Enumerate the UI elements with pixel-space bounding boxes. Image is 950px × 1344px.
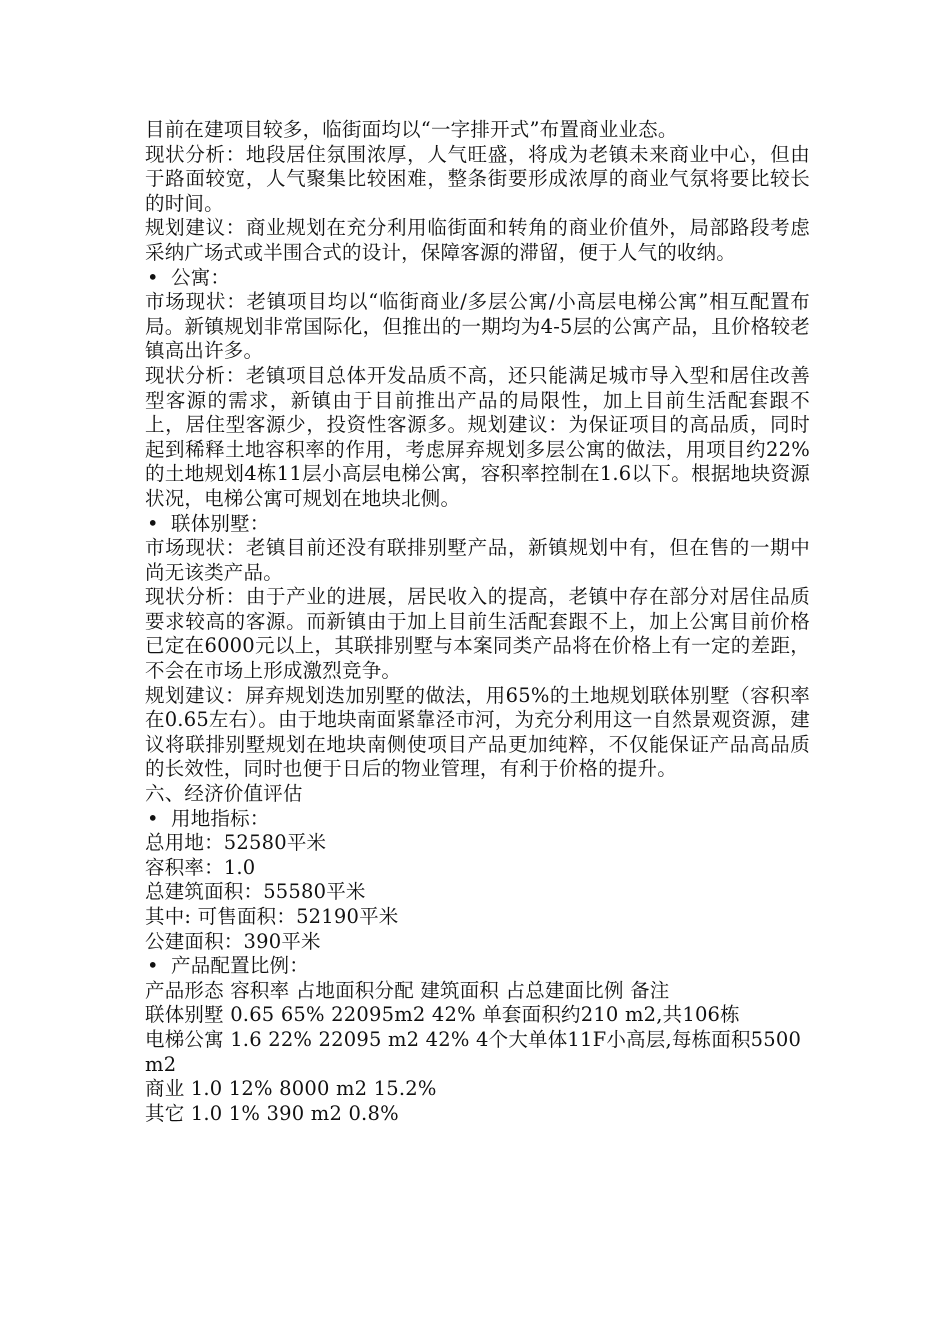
line-total-floor-area: 总建筑面积：55580平米: [145, 880, 366, 904]
document-body: [145, 118, 810, 1126]
bullet-townhouse: • 联体别墅：: [145, 512, 810, 537]
bullet-product-ratio: • 产品配置比例：: [145, 954, 810, 979]
table-header-row: 产品形态 容积率 占地面积分配 建筑面积 占总建面比例 备注: [145, 978, 670, 1002]
line-total-land: 总用地：52580平米: [145, 831, 327, 855]
line-saleable-area: 其中: 可售面积：52190平米: [145, 905, 399, 928]
paragraph-commercial-suggestion: 规划建议：商业规划在充分利用临街面和转角的商业价值外，局部路段考虑采纳广场式或半围合式的设计，保障客源的滞留，便于人气的收纳。: [145, 216, 810, 264]
paragraph-apartment-market: 市场现状：老镇项目均以“临街商业/多层公寓/小高层电梯公寓”相互配置布局。新镇规划非常国际化，但推出的一期均为4-5层的公寓产品，且价格较老镇高出许多。: [145, 290, 810, 363]
table-row-commercial: 商业 1.0 12% 8000 m2 15.2%: [145, 1077, 437, 1101]
paragraph-townhouse-market: 市场现状：老镇目前还没有联排别墅产品，新镇规划中有，但在售的一期中尚无该类产品。: [145, 536, 810, 584]
line-plot-ratio: 容积率：1.0: [145, 855, 256, 879]
paragraph-apartment-analysis: 现状分析：老镇项目总体开发品质不高，还只能满足城市导入型和居住改善型客源的需求，新镇由于目前推出产品的局限性，加上目前生活配套跟不上，居住型客源少，投资性客源多。规划建议：为保证项目的高品质，同时起到稀释土地容积率的作用，考虑屏弃规划多层公寓的做法，用项目约22%的土地规划4栋11层小高层电梯公寓，容积率控制在1.6以下。根据地块资源状况，电梯公寓可规划在地块北侧。: [145, 363, 810, 510]
table-row-other: 其它 1.0 1% 390 m2 0.8%: [145, 1101, 399, 1125]
paragraph-current-projects: 目前在建项目较多，临街面均以“一字排开式”布置商业业态。: [145, 118, 678, 141]
paragraph-townhouse-suggestion: 规划建议：屏弃规划迭加别墅的做法，用65%的土地规划联体别墅（容积率在0.65左右）。由于地块南面紧靠泾市河，为充分利用这一自然景观资源，建议将联排别墅规划在地块南侧使项目产品更加纯粹，不仅能保证产品高品质的长效性，同时也便于日后的物业管理，有利于价格的提升。: [145, 683, 810, 781]
table-row-townhouse: 联体别墅 0.65 65% 22095m2 42% 单套面积约210 m2,共106栋: [145, 1003, 740, 1027]
section-heading-economic-value: 六、经济价值评估: [145, 782, 303, 806]
line-public-area: 公建面积：390平米: [145, 929, 321, 953]
bullet-apartment: • 公寓：: [145, 266, 810, 291]
bullet-land-indicators: • 用地指标：: [145, 807, 810, 832]
paragraph-townhouse-analysis: 现状分析：由于产业的进展，居民收入的提高，老镇中存在部分对居住品质要求较高的客源。而新镇由于加上目前生活配套跟不上，加上公寓目前价格已定在6000元以上，其联排别墅与本案同类产品将在价格上有一定的差距，不会在市场上形成激烈竞争。: [145, 585, 810, 683]
table-row-elevator-apartment: 电梯公寓 1.6 22% 22095 m2 42% 4个大单体11F小高层,每栋面积5500 m2: [145, 1027, 802, 1076]
paragraph-commercial-analysis: 现状分析：地段居住氛围浓厚，人气旺盛，将成为老镇未来商业中心，但由于路面较宽，人气聚集比较困难，整条街要形成浓厚的商业气氛将要比较长的时间。: [145, 142, 810, 215]
